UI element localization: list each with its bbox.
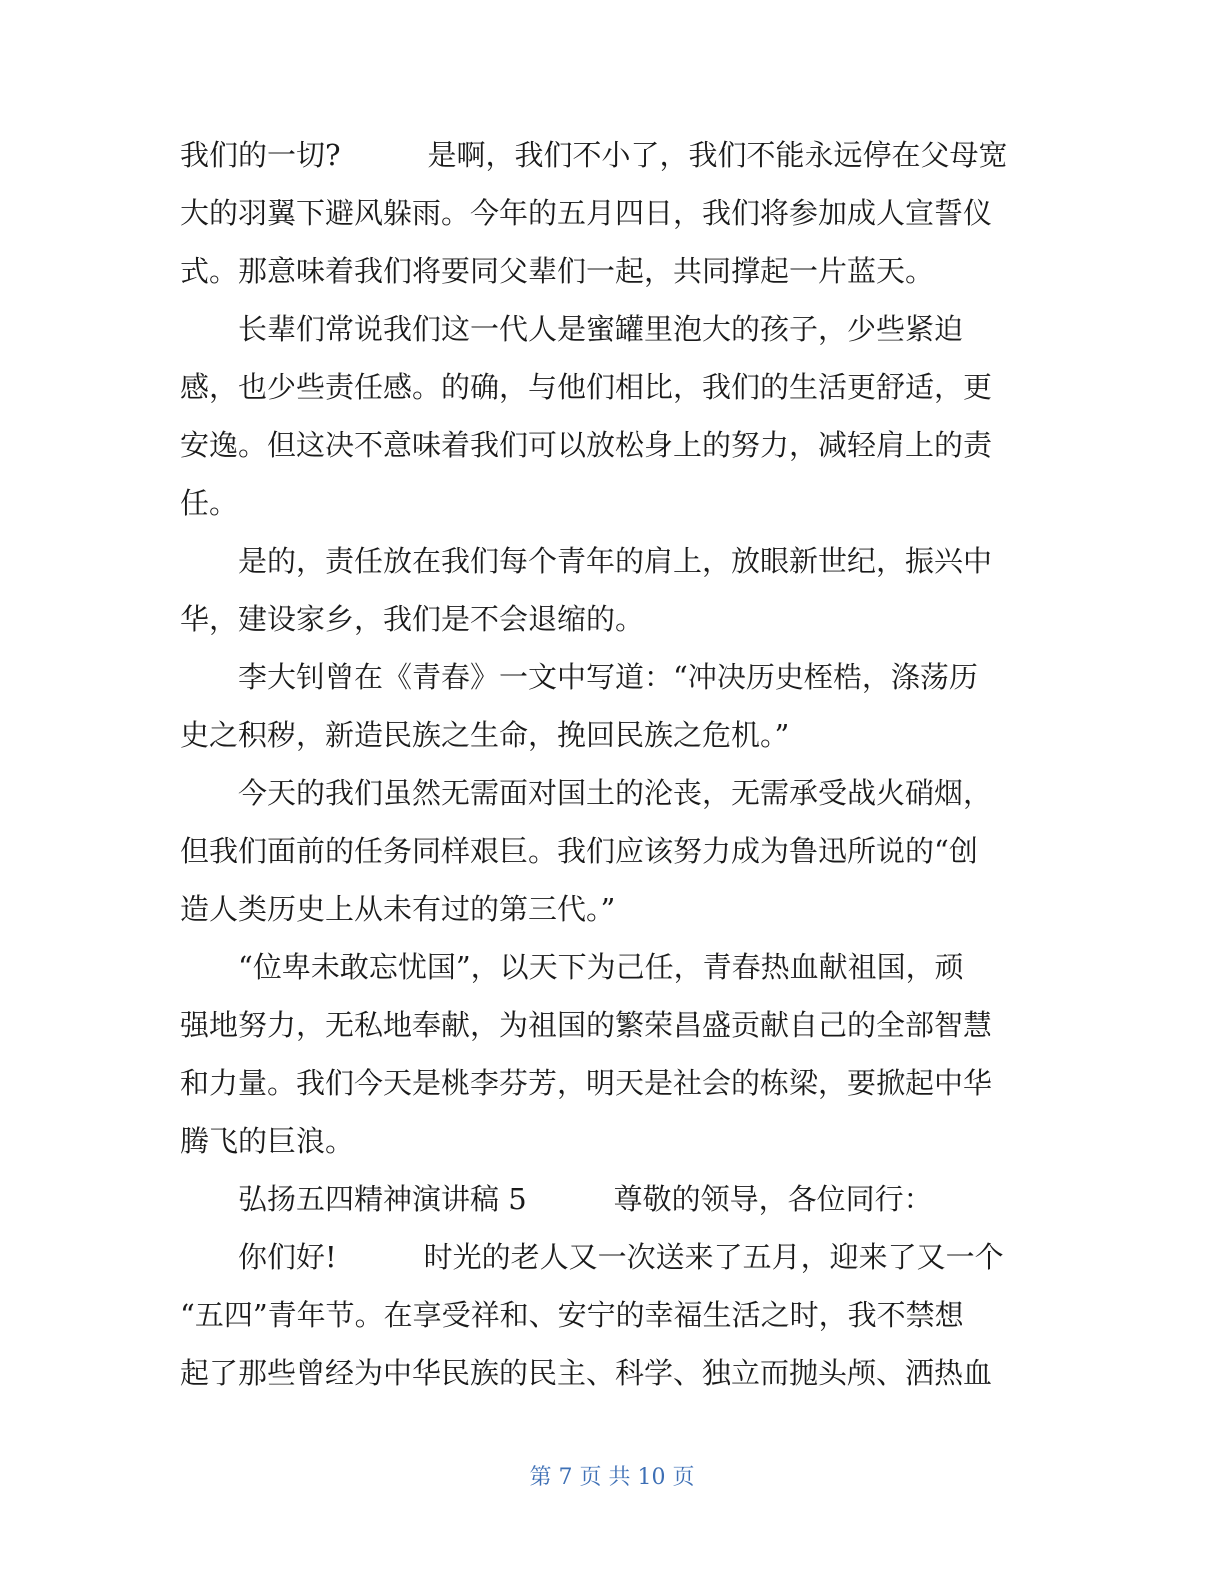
text-line: 今天的我们虽然无需面对国土的沦丧，无需承受战火硝烟， (180, 776, 993, 810)
text-line: 式。那意味着我们将要同父辈们一起，共同撑起一片蓝天。 (180, 254, 935, 288)
text-line: 弘扬五四精神演讲稿 5 尊敬的领导，各位同行： (180, 1182, 933, 1216)
text-line: 华，建设家乡，我们是不会退缩的。 (180, 602, 645, 636)
text-line: 史之积秽，新造民族之生命，挽回民族之危机。” (180, 718, 790, 752)
text-line: 感，也少些责任感。的确，与他们相比，我们的生活更舒适，更 (180, 370, 993, 404)
text-line: 长辈们常说我们这一代人是蜜罐里泡大的孩子，少些紧迫 (180, 312, 964, 346)
text-line: “位卑未敢忘忧国”，以天下为己任，青春热血献祖国，顽 (180, 950, 964, 984)
text-line: 起了那些曾经为中华民族的民主、科学、独立而抛头颅、洒热血 (180, 1356, 993, 1390)
text-line: 你们好! 时光的老人又一次送来了五月，迎来了又一个 (180, 1240, 1004, 1274)
text-line: 但我们面前的任务同样艰巨。我们应该努力成为鲁迅所说的“创 (180, 834, 978, 868)
text-line: 我们的一切? 是啊，我们不小了，我们不能永远停在父母宽 (180, 138, 1008, 172)
document-body (180, 126, 1016, 1402)
text-line: 是的，责任放在我们每个青年的肩上，放眼新世纪，振兴中 (180, 544, 993, 578)
text-line: “五四”青年节。在享受祥和、安宁的幸福生活之时，我不禁想 (180, 1298, 964, 1332)
text-line: 大的羽翼下避风躲雨。今年的五月四日，我们将参加成人宣誓仪 (180, 196, 993, 230)
text-line: 安逸。但这决不意味着我们可以放松身上的努力，减轻肩上的责 (180, 428, 993, 462)
page-number-footer: 第 7 页 共 10 页 (529, 1465, 695, 1490)
text-line: 任。 (180, 486, 239, 520)
text-line: 造人类历史上从未有过的第三代。” (180, 892, 616, 926)
text-line: 腾飞的巨浪。 (180, 1124, 355, 1158)
text-line: 和力量。我们今天是桃李芬芳，明天是社会的栋梁，要掀起中华 (180, 1066, 993, 1100)
text-line: 强地努力，无私地奉献，为祖国的繁荣昌盛贡献自己的全部智慧 (180, 1008, 993, 1042)
text-line: 李大钊曾在《青春》一文中写道：“冲决历史桎梏，涤荡历 (180, 660, 978, 694)
